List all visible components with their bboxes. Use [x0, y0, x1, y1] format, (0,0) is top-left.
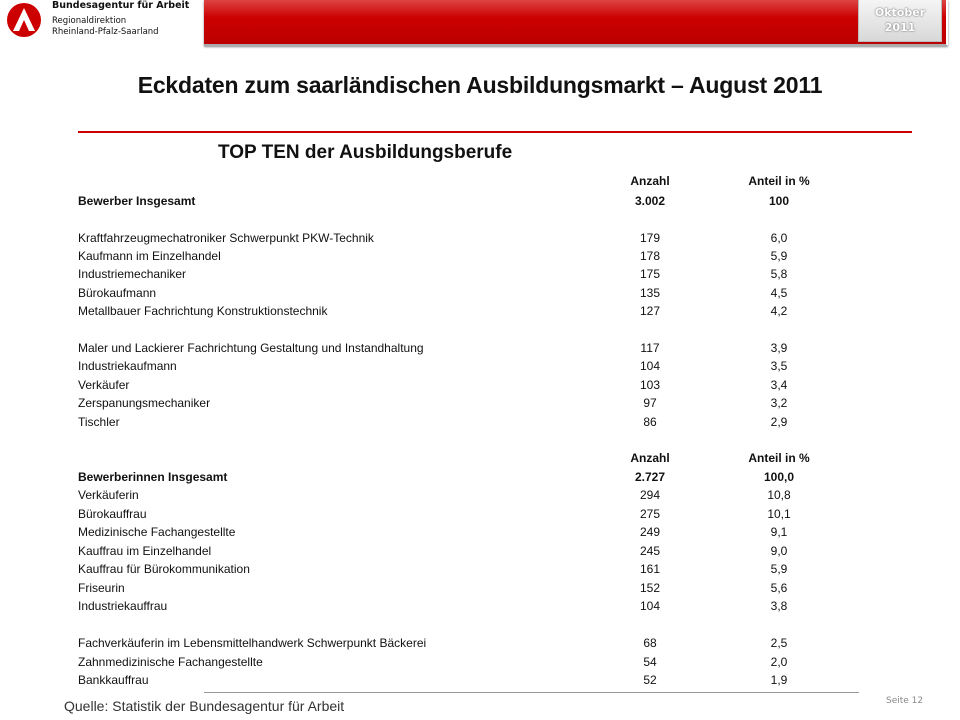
table-row — [78, 486, 818, 504]
table-row — [78, 229, 818, 247]
row-share: 3,5 — [770, 359, 788, 373]
row-share: 6,0 — [770, 231, 788, 245]
row-label: Industriekauffrau — [78, 599, 168, 613]
row-share: 2,9 — [770, 415, 788, 429]
row-count: 97 — [643, 396, 657, 410]
row-count: 68 — [643, 636, 657, 650]
row-label: Bürokauffrau — [78, 507, 147, 521]
table-row — [78, 376, 818, 394]
org-sub-2: Rheinland-Pfalz-Saarland — [52, 27, 159, 37]
row-label: Bewerberinnen Insgesamt — [78, 470, 228, 484]
row-count: 104 — [639, 359, 661, 373]
row-share: 10,1 — [767, 507, 791, 521]
page-title: Eckdaten zum saarländischen Ausbildungsmarkt – August 2011 — [137, 72, 823, 98]
row-share: 3,8 — [770, 599, 788, 613]
row-label: Friseurin — [78, 581, 125, 595]
row-count: 2.727 — [634, 470, 666, 484]
row-label: Zahnmedizinische Fachangestellte — [78, 655, 263, 669]
row-share: 3,4 — [770, 378, 788, 392]
table-row — [78, 394, 818, 412]
row-count: 103 — [639, 378, 661, 392]
row-share: 5,9 — [770, 562, 788, 576]
table-row — [78, 339, 818, 357]
row-count: 52 — [643, 673, 657, 687]
table-row — [78, 284, 818, 302]
table-row — [78, 579, 818, 597]
row-count: 178 — [639, 249, 661, 263]
row-share: 5,6 — [770, 581, 788, 595]
ba-logo — [0, 0, 48, 40]
row-label: Bewerber Insgesamt — [78, 194, 196, 208]
table-row — [78, 653, 818, 671]
org-sub-1: Regionaldirektion — [52, 16, 127, 26]
row-count: 249 — [639, 525, 661, 539]
row-count: 104 — [639, 599, 661, 613]
title-rule — [78, 131, 912, 133]
row-count: 3.002 — [634, 194, 666, 208]
row-count: 294 — [639, 488, 661, 502]
share-header: Anteil in % — [748, 451, 810, 465]
row-share: 100,0 — [763, 470, 795, 484]
row-count: 275 — [639, 507, 661, 521]
table-row — [78, 560, 818, 578]
row-share: 9,1 — [770, 525, 788, 539]
row-count: 179 — [639, 231, 661, 245]
column-header-row — [78, 449, 818, 467]
row-label: Medizinische Fachangestellte — [78, 525, 236, 539]
count-header: Anzahl — [630, 174, 670, 188]
row-share: 10,8 — [767, 488, 791, 502]
row-label: Fachverkäuferin im Lebensmittelhandwerk Schwerpunkt Bäckerei — [78, 636, 427, 650]
row-share: 3,2 — [770, 396, 788, 410]
row-count: 135 — [639, 286, 661, 300]
row-count: 245 — [639, 544, 661, 558]
row-label: Metallbauer Fachrichtung Konstruktionstechnik — [78, 304, 328, 318]
share-header: Anteil in % — [748, 174, 810, 188]
row-label: Verkäuferin — [78, 488, 139, 502]
total-row — [78, 192, 818, 210]
table-row — [78, 671, 818, 689]
row-label: Kauffrau für Bürokommunikation — [78, 562, 250, 576]
badge-year: 2011 — [884, 21, 916, 34]
table-row — [78, 634, 818, 652]
row-share: 5,9 — [770, 249, 788, 263]
header-red-bar — [204, 0, 948, 46]
row-share: 4,5 — [770, 286, 788, 300]
row-share: 100 — [768, 194, 790, 208]
table-row — [78, 265, 818, 283]
total-row — [78, 468, 818, 486]
table-row — [78, 597, 818, 615]
row-label: Kaufmann im Einzelhandel — [78, 249, 221, 263]
org-block — [52, 0, 189, 38]
row-share: 5,8 — [770, 267, 788, 281]
row-share: 9,0 — [770, 544, 788, 558]
source-note: Quelle: Statistik der Bundesagentur für Arbeit — [64, 698, 345, 714]
table-row — [78, 523, 818, 541]
row-count: 161 — [639, 562, 661, 576]
table-row — [78, 413, 818, 431]
row-share: 3,9 — [770, 341, 788, 355]
row-count: 127 — [639, 304, 661, 318]
row-label: Kraftfahrzeugmechatroniker Schwerpunkt PKW-Technik — [78, 231, 374, 245]
row-count: 86 — [643, 415, 657, 429]
org-name: Bundesagentur für Arbeit — [52, 0, 190, 11]
row-count: 54 — [643, 655, 657, 669]
row-count: 175 — [639, 267, 661, 281]
row-count: 152 — [639, 581, 661, 595]
column-header-row — [78, 172, 818, 190]
row-label: Bürokaufmann — [78, 286, 157, 300]
row-label: Industriekaufmann — [78, 359, 177, 373]
table-row — [78, 357, 818, 375]
row-share: 4,2 — [770, 304, 788, 318]
row-count: 117 — [640, 341, 660, 355]
row-label: Bankkauffrau — [78, 673, 149, 687]
table-row — [78, 247, 818, 265]
table-row — [78, 542, 818, 560]
row-label: Zerspanungsmechaniker — [78, 396, 211, 410]
row-share: 2,0 — [770, 655, 788, 669]
row-label: Tischler — [78, 415, 120, 429]
badge-month: Oktober — [874, 6, 926, 19]
row-label: Verkäufer — [78, 378, 130, 392]
table-row — [78, 302, 818, 320]
row-share: 2,5 — [770, 636, 788, 650]
date-badge — [858, 0, 942, 42]
table-row — [78, 505, 818, 523]
footer-rule — [204, 692, 859, 693]
count-header: Anzahl — [630, 451, 670, 465]
page-number: Seite 12 — [886, 696, 924, 706]
row-label: Industriemechaniker — [78, 267, 187, 281]
row-label: Kauffrau im Einzelhandel — [78, 544, 212, 558]
table-title: TOP TEN der Ausbildungsberufe — [218, 142, 513, 163]
row-label: Maler und Lackierer Fachrichtung Gestaltung und Instandhaltung — [78, 341, 424, 355]
row-share: 1,9 — [770, 673, 788, 687]
